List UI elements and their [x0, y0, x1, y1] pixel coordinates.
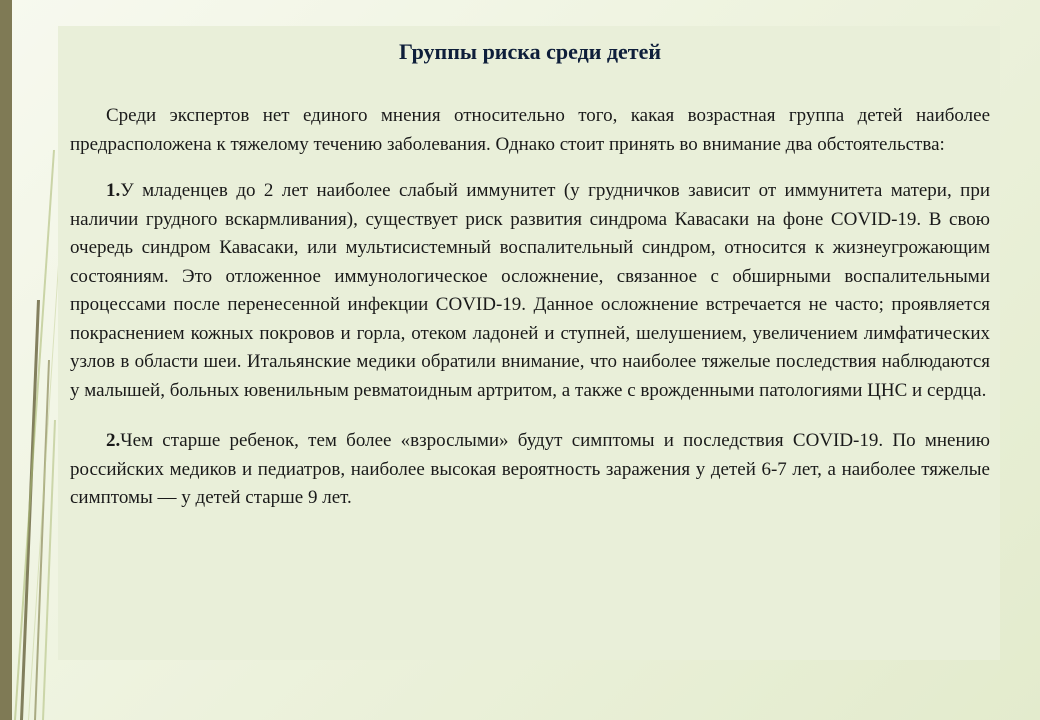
point-1-number: 1. — [106, 180, 121, 201]
point-1-text: У младенцев до 2 лет наиболее слабый иммунитет (у грудничков зависит от иммунитета матери, при наличии грудного вскармливания), существует риск развития синдрома Кавасаки на фоне COVID-19. В свою очередь синдром Кавасаки, или мультисистемный воспалительный синдром, относится к жизнеугрожающим состояниям. Это отложенное иммунологическое осложнение, связанное с обширными воспалительными процессами после перенесенной инфекции COVID-19. Данное осложнение встречается не часто; проявляется покраснением кожных покровов и горла, отеком ладоней и ступней, шелушением, увеличением лимфатических узлов в области шеи. Итальянские медики обратили внимание, что наиболее тяжелые последствия наблюдаются у малышей, больных ювенильным ревматоидным артритом, а также с врожденными патологиями ЦНС и сердца. — [70, 180, 990, 401]
point-2-number: 2. — [106, 430, 121, 451]
point-1-paragraph — [70, 177, 990, 405]
point-2-text: Чем старше ребенок, тем более «взрослыми» будут симптомы и последствия COVID-19. По мнению российских медиков и педиатров, наиболее высокая вероятность заражения у детей 6-7 лет, а наиболее тяжелые симптомы — у детей старше 9 лет. — [70, 430, 990, 508]
point-2-paragraph — [70, 427, 990, 513]
intro-paragraph: Среди экспертов нет единого мнения относительно того, какая возрастная группа детей наиболее предрасположена к тяжелому течению заболевания. Однако стоит принять во внимание два обстоятельства: — [70, 105, 990, 155]
content-box — [58, 26, 1000, 660]
slide-title: Группы риска среди детей — [398, 39, 662, 64]
decor-stripe — [28, 250, 60, 720]
